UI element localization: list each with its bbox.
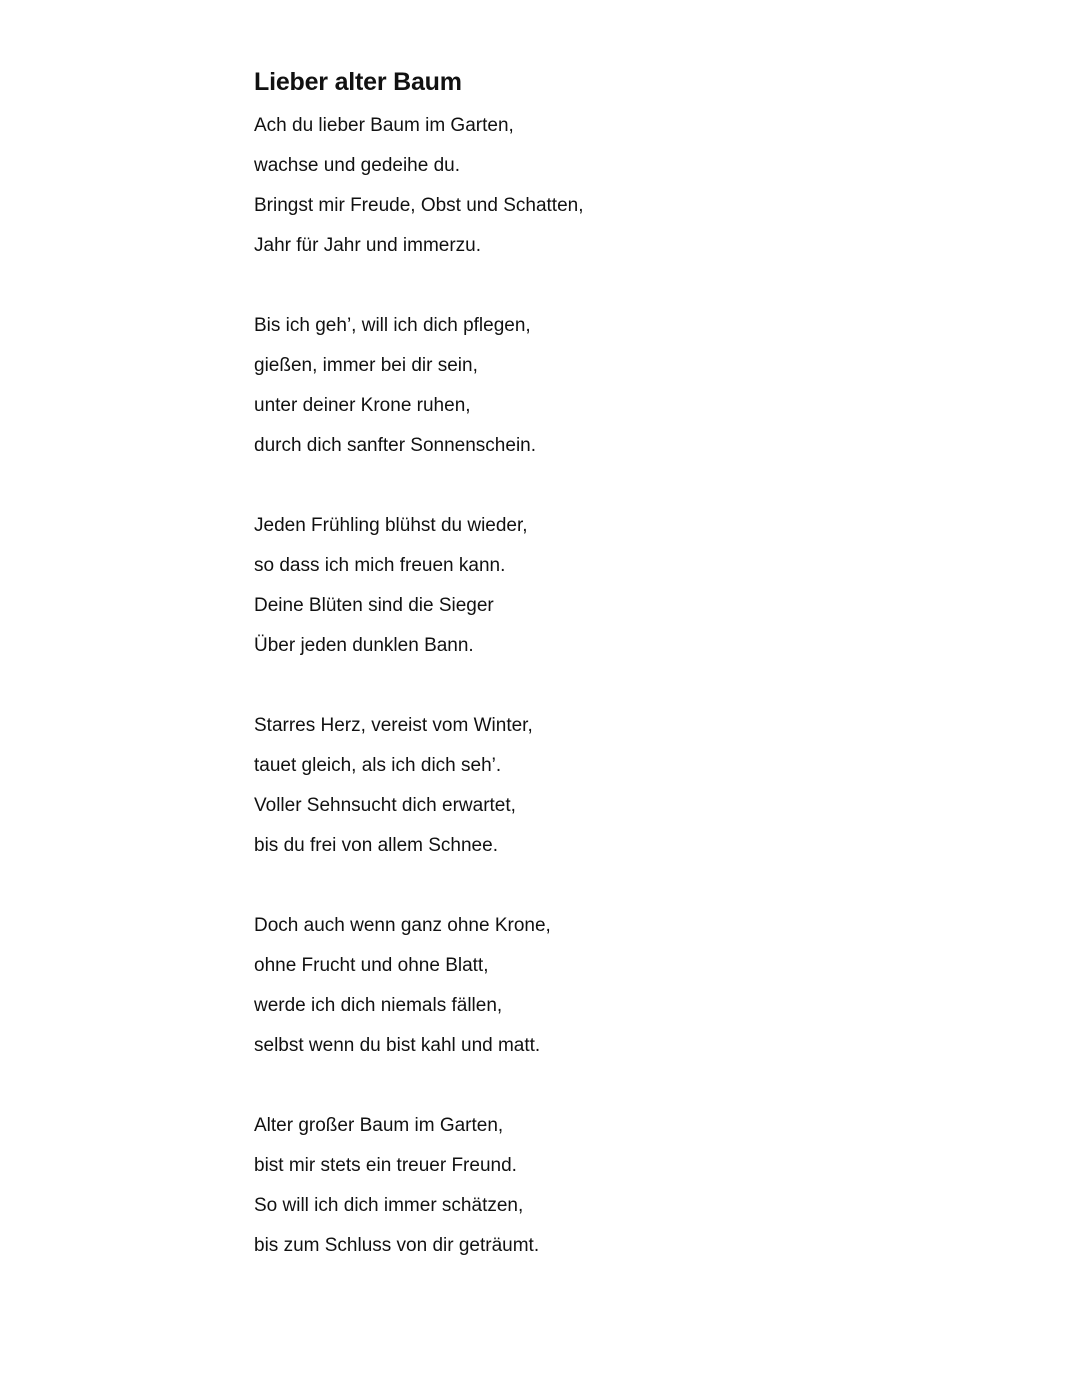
poem: [254, 62, 954, 1266]
poem-line: Deine Blüten sind die Sieger: [254, 595, 494, 616]
stanza-6: [254, 1106, 954, 1266]
stanza-5: [254, 906, 954, 1066]
poem-line: Alter großer Baum im Garten,: [254, 1115, 504, 1136]
stanza-4: [254, 706, 954, 866]
poem-line: Jahr für Jahr und immerzu.: [254, 235, 482, 256]
poem-line: bis du frei von allem Schnee.: [254, 835, 498, 856]
poem-line: unter deiner Krone ruhen,: [254, 395, 471, 416]
poem-line: Starres Herz, vereist vom Winter,: [254, 715, 533, 736]
poem-line: Bis ich geh’, will ich dich pflegen,: [254, 315, 531, 336]
poem-line: Doch auch wenn ganz ohne Krone,: [254, 915, 551, 936]
poem-line: tauet gleich, als ich dich seh’.: [254, 755, 502, 776]
poem-title: Lieber alter Baum: [254, 68, 462, 96]
stanza-1: [254, 106, 954, 266]
poem-line: wachse und gedeihe du.: [254, 155, 460, 176]
poem-line: bist mir stets ein treuer Freund.: [254, 1155, 517, 1176]
poem-line: gießen, immer bei dir sein,: [254, 355, 478, 376]
stanza-3: [254, 506, 954, 666]
poem-line: bis zum Schluss von dir geträumt.: [254, 1235, 540, 1256]
poem-line: Jeden Frühling blühst du wieder,: [254, 515, 528, 536]
poem-line: ohne Frucht und ohne Blatt,: [254, 955, 489, 976]
poem-line: werde ich dich niemals fällen,: [254, 995, 503, 1016]
poem-line: so dass ich mich freuen kann.: [254, 555, 506, 576]
poem-line: Über jeden dunklen Bann.: [254, 635, 474, 656]
poem-line: selbst wenn du bist kahl und matt.: [254, 1035, 541, 1056]
poem-line: Ach du lieber Baum im Garten,: [254, 115, 514, 136]
poem-line: So will ich dich immer schätzen,: [254, 1195, 524, 1216]
poem-line: Bringst mir Freude, Obst und Schatten,: [254, 195, 584, 216]
stanza-2: [254, 306, 954, 466]
poem-line: durch dich sanfter Sonnenschein.: [254, 435, 537, 456]
poem-line: Voller Sehnsucht dich erwartet,: [254, 795, 516, 816]
